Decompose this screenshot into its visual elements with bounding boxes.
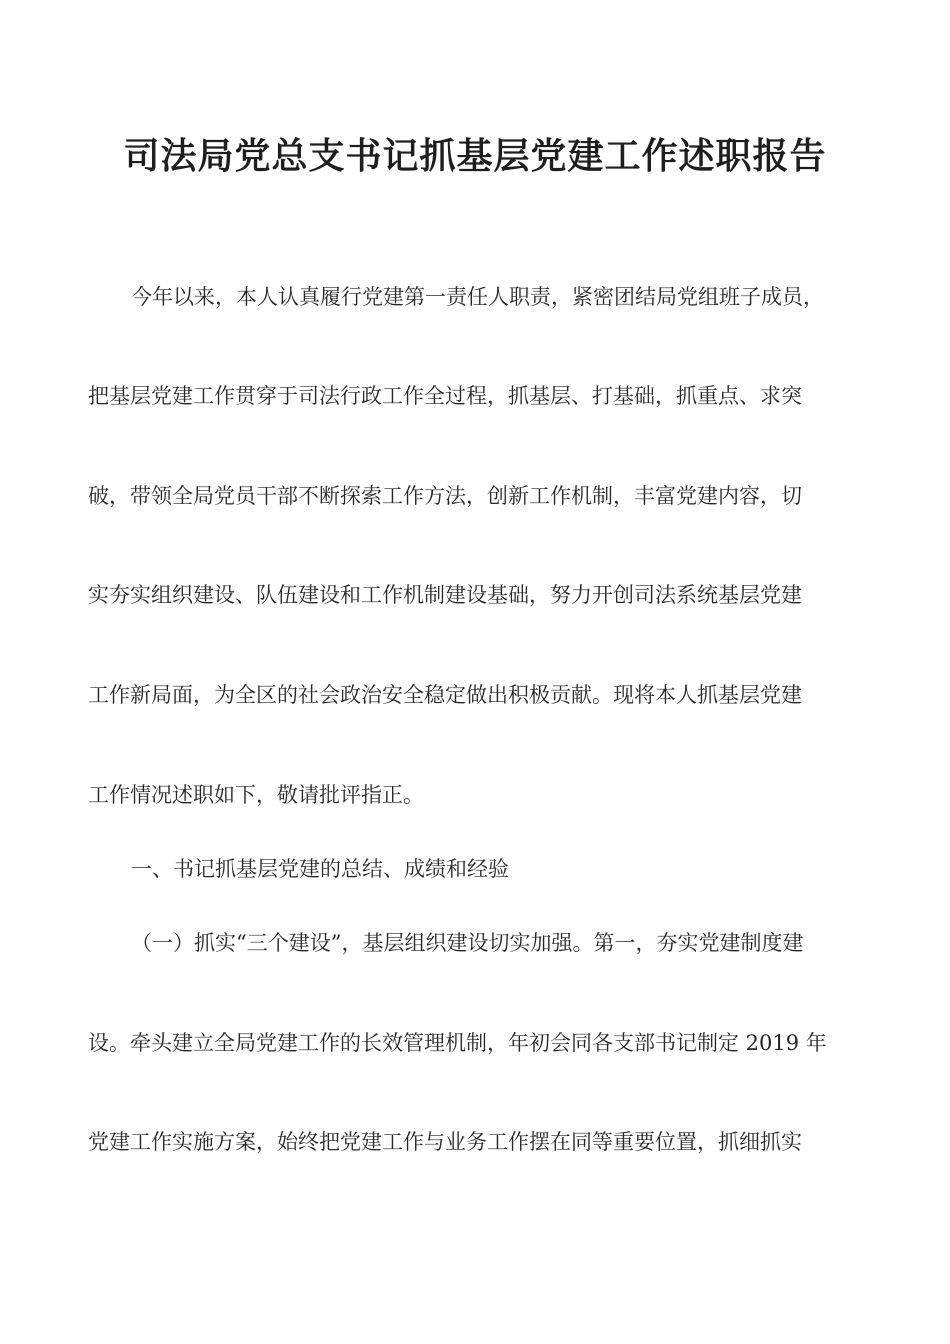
paragraph-line: 把基层党建工作贯穿于司法行政工作全过程，抓基层、打基础，抓重点、求突 <box>88 384 802 408</box>
paragraph-line: 工作新局面，为全区的社会政治安全稳定做出积极贡献。现将本人抓基层党建 <box>88 683 802 707</box>
paragraph-line: 破，带领全局党员干部不断探索工作方法，创新工作机制，丰富党建内容，切 <box>88 484 802 508</box>
paragraph-line: 实夯实组织建设、队伍建设和工作机制建设基础，努力开创司法系统基层党建 <box>88 583 802 607</box>
section-heading: 一、书记抓基层党建的总结、成绩和经验 <box>131 857 509 881</box>
paragraph-line: （一）抓实“三个建设”，基层组织建设切实加强。第一，夯实党建制度建 <box>131 931 804 955</box>
paragraph-line: 工作情况述职如下，敬请批评指正。 <box>88 783 424 807</box>
document-title: 司法局党总支书记抓基层党建工作述职报告 <box>123 135 827 177</box>
paragraph-line: 党建工作实施方案，始终把党建工作与业务工作摆在同等重要位置，抓细抓实 <box>88 1130 802 1154</box>
paragraph-line: 今年以来，本人认真履行党建第一责任人职责，紧密团结局党组班子成员， <box>131 285 824 309</box>
paragraph-line: 设。牵头建立全局党建工作的长效管理机制，年初会同各支部书记制定 2019 年 <box>88 1031 827 1055</box>
